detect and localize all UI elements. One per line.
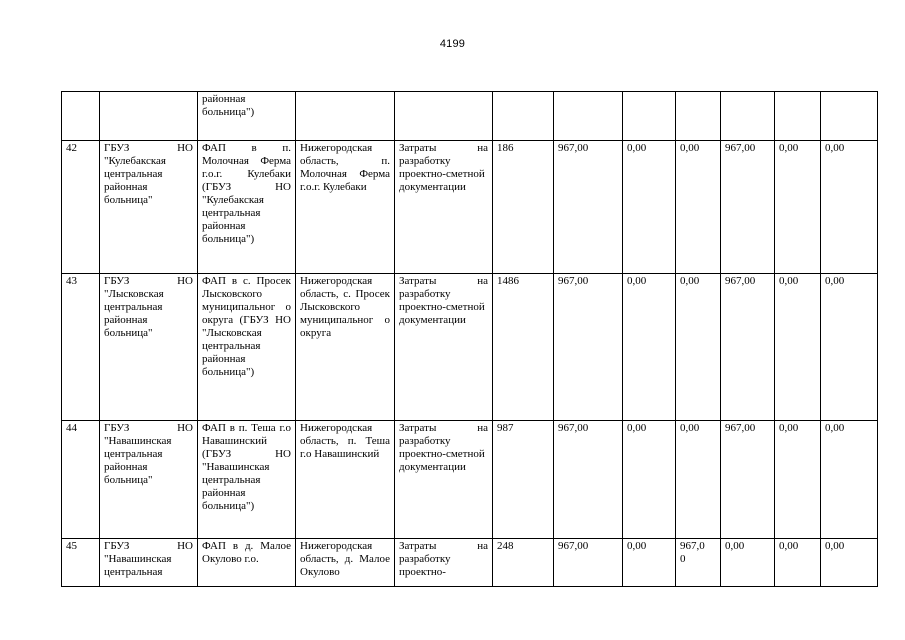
page-number: 4199	[439, 38, 466, 50]
object-cell: ФАП в д. Малое Окулово г.о.	[198, 539, 296, 587]
row-number-cell: 44	[62, 421, 100, 539]
amount-cell-5: 0,00	[821, 539, 878, 587]
institution-cell	[100, 92, 198, 141]
amount-cell-1: 0,00	[623, 141, 676, 274]
total-cell: 967,00	[554, 274, 623, 421]
amount-cell-3: 0,00	[721, 539, 775, 587]
table-row	[62, 141, 878, 274]
amount-cell-1: 0,00	[623, 539, 676, 587]
object-cell: ФАП в с. Просек Лысковского муниципальног о округа (ГБУЗ НО "Лысковская центральная районная больница")	[198, 274, 296, 421]
purpose-cell	[395, 92, 493, 141]
location-cell: Нижегородская область, с. Просек Лысковского муниципальног о округа	[296, 274, 395, 421]
amount-cell-4: 0,00	[775, 539, 821, 587]
amount-cell-3: 967,00	[721, 274, 775, 421]
row-number-cell: 45	[62, 539, 100, 587]
institution-cell: ГБУЗ НО "Лысковская центральная районная больница"	[100, 274, 198, 421]
purpose-cell: Затраты на разработку проектно-	[395, 539, 493, 587]
row-number-cell	[62, 92, 100, 141]
amount-cell-1: 0,00	[623, 274, 676, 421]
institution-cell: ГБУЗ НО "Навашинская центральная районная больница"	[100, 421, 198, 539]
amount-cell-3: 967,00	[721, 141, 775, 274]
total-cell: 967,00	[554, 539, 623, 587]
table-row	[62, 421, 878, 539]
amount-cell-5: 0,00	[821, 141, 878, 274]
code-cell: 1486	[493, 274, 554, 421]
institution-cell: ГБУЗ НО "Кулебакская центральная районная больница"	[100, 141, 198, 274]
amount-cell-2: 0,00	[676, 421, 721, 539]
row-number-cell: 42	[62, 141, 100, 274]
location-cell	[296, 92, 395, 141]
code-cell: 987	[493, 421, 554, 539]
total-cell: 967,00	[554, 141, 623, 274]
code-cell: 248	[493, 539, 554, 587]
location-cell: Нижегородская область, д. Малое Окулово	[296, 539, 395, 587]
purpose-cell: Затраты на разработку проектно-сметной документации	[395, 274, 493, 421]
table-row	[62, 539, 878, 587]
amount-cell-1	[623, 92, 676, 141]
amount-cell-5	[821, 92, 878, 141]
row-number-cell: 43	[62, 274, 100, 421]
total-cell: 967,00	[554, 421, 623, 539]
data-table	[61, 91, 878, 587]
code-cell: 186	[493, 141, 554, 274]
amount-cell-5: 0,00	[821, 274, 878, 421]
object-cell: районная больница")	[198, 92, 296, 141]
amount-cell-4: 0,00	[775, 274, 821, 421]
total-cell	[554, 92, 623, 141]
amount-cell-2	[676, 92, 721, 141]
amount-cell-4	[775, 92, 821, 141]
amount-cell-3	[721, 92, 775, 141]
code-cell	[493, 92, 554, 141]
object-cell: ФАП в п. Молочная Ферма г.о.г. Кулебаки (ГБУЗ НО "Кулебакская центральная районная больница")	[198, 141, 296, 274]
table-row	[62, 274, 878, 421]
amount-cell-3: 967,00	[721, 421, 775, 539]
amount-cell-2: 967,0 0	[676, 539, 721, 587]
table-row	[62, 92, 878, 141]
institution-cell: ГБУЗ НО "Навашинская центральная	[100, 539, 198, 587]
purpose-cell: Затраты на разработку проектно-сметной документации	[395, 141, 493, 274]
amount-cell-2: 0,00	[676, 141, 721, 274]
amount-cell-4: 0,00	[775, 421, 821, 539]
amount-cell-2: 0,00	[676, 274, 721, 421]
location-cell: Нижегородская область, п. Молочная Ферма г.о.г. Кулебаки	[296, 141, 395, 274]
amount-cell-4: 0,00	[775, 141, 821, 274]
purpose-cell: Затраты на разработку проектно-сметной документации	[395, 421, 493, 539]
amount-cell-1: 0,00	[623, 421, 676, 539]
amount-cell-5: 0,00	[821, 421, 878, 539]
location-cell: Нижегородская область, п. Теша г.о Навашинский	[296, 421, 395, 539]
object-cell: ФАП в п. Теша г.о Навашинский (ГБУЗ НО "Навашинская центральная районная больница")	[198, 421, 296, 539]
